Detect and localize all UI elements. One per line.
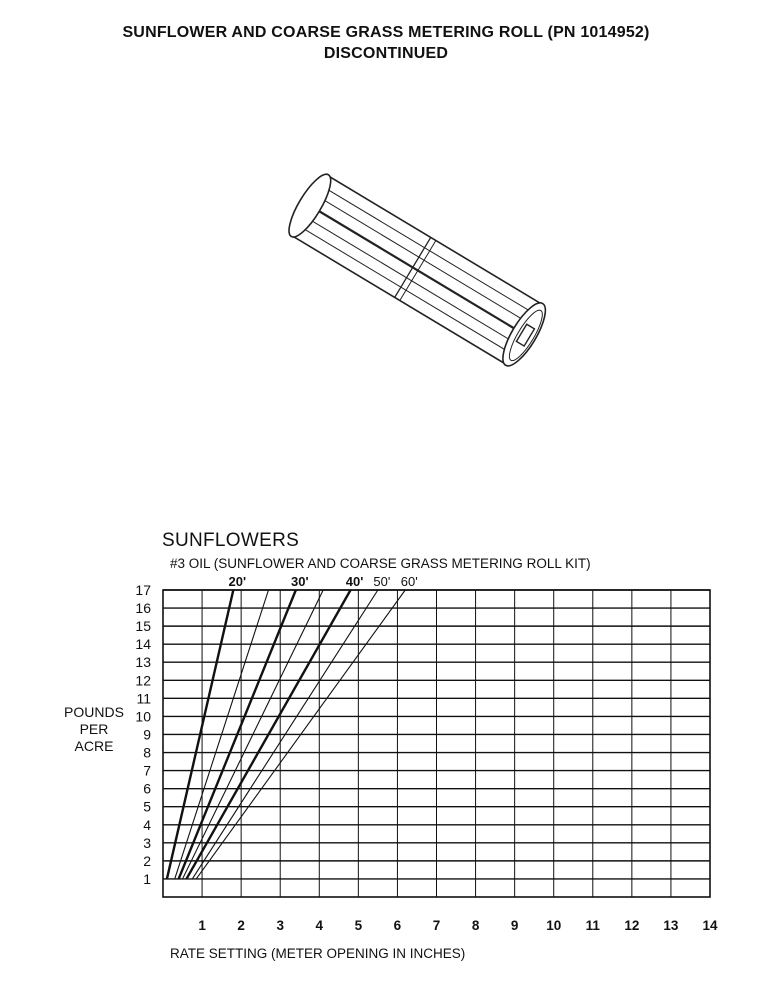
y-tick-label-15: 15: [135, 618, 151, 635]
y-tick-label-4: 4: [143, 816, 151, 833]
y-tick-label-6: 6: [143, 780, 151, 797]
y-tick-label-7: 7: [143, 762, 151, 779]
y-tick-label-16: 16: [135, 600, 151, 617]
series-label-3: 30': [291, 574, 309, 589]
x-tick-label-12: 12: [624, 918, 640, 933]
series-label-5: 40': [345, 574, 364, 589]
y-tick-label-9: 9: [143, 726, 151, 743]
x-tick-label-5: 5: [354, 918, 363, 933]
x-tick-label-9: 9: [510, 918, 519, 933]
series-label-6: 50': [373, 574, 391, 589]
y-axis-label-line-2: PER: [79, 721, 109, 737]
x-tick-label-13: 13: [663, 918, 679, 933]
x-tick-label-6: 6: [393, 918, 402, 933]
y-tick-label-3: 3: [143, 834, 151, 851]
y-tick-label-1: 1: [143, 870, 151, 887]
y-tick-label-8: 8: [143, 744, 151, 761]
x-tick-label-3: 3: [276, 918, 284, 933]
x-axis-label: RATE SETTING (METER OPENING IN INCHES): [170, 946, 466, 961]
x-tick-label-1: 1: [198, 918, 206, 933]
y-tick-label-13: 13: [135, 654, 151, 671]
x-tick-label-8: 8: [471, 918, 480, 933]
y-tick-label-17: 17: [135, 582, 151, 598]
chart-subtitle: #3 OIL (SUNFLOWER AND COARSE GRASS METERING ROLL KIT): [170, 556, 591, 571]
y-tick-label-10: 10: [135, 708, 151, 725]
page-title: SUNFLOWER AND COARSE GRASS METERING ROLL (PN 1014952): [122, 24, 650, 41]
series-label-1: 20': [228, 574, 247, 589]
x-tick-label-10: 10: [546, 918, 562, 933]
y-axis-label-line-3: ACRE: [74, 738, 114, 754]
y-tick-label-2: 2: [143, 852, 151, 869]
x-tick-label-7: 7: [432, 918, 441, 933]
series-label-7: 60': [400, 574, 418, 589]
x-tick-label-11: 11: [585, 918, 600, 933]
y-tick-label-14: 14: [135, 636, 151, 653]
y-axis-label-line-1: POUNDS: [64, 704, 124, 720]
discontinued-label: DISCONTINUED: [323, 45, 449, 62]
y-tick-label-5: 5: [143, 798, 151, 815]
x-tick-label-2: 2: [237, 918, 245, 933]
y-tick-label-12: 12: [135, 672, 151, 689]
chart-title: SUNFLOWERS: [162, 530, 300, 551]
x-tick-label-4: 4: [315, 918, 324, 933]
x-tick-label-14: 14: [702, 918, 718, 933]
y-tick-label-11: 11: [136, 690, 151, 707]
